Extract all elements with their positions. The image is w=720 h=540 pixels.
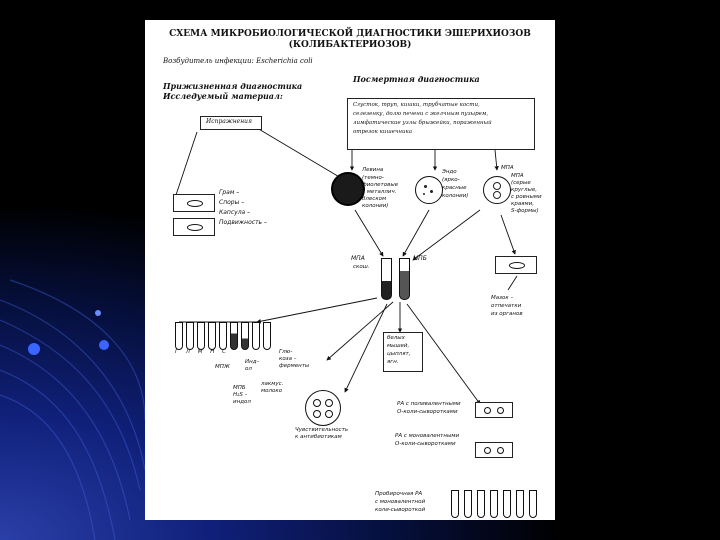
litmus-label-2: молоко [261,388,283,394]
motility-label: Подвижность – [219,219,268,226]
levin-desc-3: с металлич. [362,189,397,195]
diagram-page [145,20,555,520]
gram-label: Грам – [219,189,240,196]
hiss-tube-8 [252,322,260,350]
bullet-dot-medium [99,340,109,350]
levin-desc-2: фиолетовые [362,182,399,188]
mpzh-label: МПЖ [215,364,230,370]
capsule-label: Капсула – [219,209,251,216]
ra-slide-monovalent [475,442,513,458]
endo-label: Эндо [442,169,457,175]
bioassay-line-4: ягн. [387,359,399,365]
mpa-dish [483,176,511,204]
litmus-label-1: лакмус. [261,381,284,387]
ra-poly-label-1: РА с поливалентными [397,401,461,407]
bullet-dot-small [95,310,101,316]
tube-agglut-label-3: коли-сывороткой [375,507,426,513]
smear-oval-2 [187,224,203,231]
hiss-tube-3 [197,322,205,350]
indole-label-2: ол [245,366,252,372]
hiss-tube-7 [241,322,249,350]
hiss-tube-4 [208,322,216,350]
ra-slide-polyvalent [475,402,513,418]
mpa-desc-0: МПА [511,173,524,179]
material-heading: Исследуемый материал: [163,91,283,101]
sensitivity-label-2: к антибиотикам [295,434,342,440]
endo-desc-1: (ярко- [442,177,460,183]
ra-mono-label-1: РА с моновалентными [395,433,460,439]
tube-agglut-label-1: Пробирочная РА [375,491,423,497]
smear-oval-1 [187,200,203,207]
agglutination-tube-4 [490,490,498,518]
diagram-title: СХЕМА МИКРОБИОЛОГИЧЕСКОЙ ДИАГНОСТИКИ ЭШЕРИХИОЗОВ [169,29,531,39]
ra-poly-label-2: О-коли-сыворотками [397,409,458,415]
agglutination-tube-6 [516,490,524,518]
smear-slide-2 [173,218,215,236]
hiss-tube-6 [230,322,238,350]
hiss-tube-2 [186,322,194,350]
bioassay-line-1: белых [387,335,405,341]
h2s-label-1: МПБ [233,385,246,391]
levin-label: Левина [362,167,384,173]
agglutination-tube-5 [503,490,511,518]
diagram-subtitle: (КОЛИБАКТЕРИОЗОВ) [288,40,412,50]
levin-desc-4: блеском [362,196,387,202]
glucose-label-2: коза – [279,356,297,362]
glucose-label-1: Глю- [279,349,293,355]
lifetime-diagnosis-heading: Прижизненная диагностика [163,81,303,91]
endo-desc-2: красные [442,185,467,191]
levin-desc-5: колонии) [362,203,389,209]
ra-mono-label-2: О-коли-сыворотками [395,441,456,447]
mpb-tube [399,258,410,300]
smear-slide-right [495,256,537,274]
postmortem-diagnosis-heading: Посмертная диагностика [353,74,480,84]
bioassay-line-3: цыплят, [387,351,411,357]
mpa-slant-tube [381,258,392,300]
agglutination-tube-1 [451,490,459,518]
spores-label: Споры – [219,199,245,206]
endo-desc-3: колонии) [442,193,469,199]
hiss-tube-5 [219,322,227,350]
postmortem-text-line-3: лимфатические узлы брыжейки, пораженный [353,120,492,126]
mpa-pair-label: МПА [351,255,365,262]
mazok-line-1: Мазок – [491,295,514,301]
material-box-label: Испражнения [206,118,252,125]
smear-slide-1 [173,194,215,212]
hiss-letters: Г Л М Н С [175,349,229,355]
mpa-label: МПА [501,165,514,171]
agglutination-tube-7 [529,490,537,518]
mpa-slant-label: скош. [353,264,370,270]
h2s-label-2: H₂S – [233,392,248,398]
postmortem-text-line-4: отрезок кишечника [353,129,413,135]
h2s-label-3: индол [233,399,251,405]
tube-agglut-label-2: с моновалентной [375,499,426,505]
material-box [200,116,262,130]
postmortem-text-line-1: Сгусток, труп, кишки, трубчатые кости, [353,102,480,108]
mpa-desc-3: с ровными [511,194,542,200]
mpb-label: МПБ [413,255,427,262]
mpa-desc-4: краями, [511,201,534,207]
antibiotic-plate [305,390,341,426]
glucose-label-3: ферменты [279,363,310,369]
levin-dish [331,172,365,206]
postmortem-text-line-2: селезенку, долю печени с желчным пузырем, [353,111,489,117]
agglutination-tube-2 [464,490,472,518]
endo-dish [415,176,443,204]
bioassay-line-2: мышей, [387,343,410,349]
mpa-desc-5: S-формы) [511,208,539,214]
agglutination-tube-3 [477,490,485,518]
mazok-line-3: из органов [491,311,523,317]
levin-desc-1: (темно- [362,175,384,181]
indole-label-1: Инд– [245,359,260,365]
mazok-line-2: отпечатки [491,303,522,309]
bullet-dot-large [28,343,40,355]
mpa-desc-2: круглые, [511,187,537,193]
sensitivity-label-1: Чувствительность [295,427,349,433]
hiss-tube-1 [175,322,183,350]
bioassay-box [383,332,423,372]
pathogen-line: Возбудитель инфекции: Escherichia coli [163,57,313,65]
postmortem-material-box [347,98,535,150]
hiss-tube-9 [263,322,271,350]
mpa-desc-1: (серые [511,180,531,186]
